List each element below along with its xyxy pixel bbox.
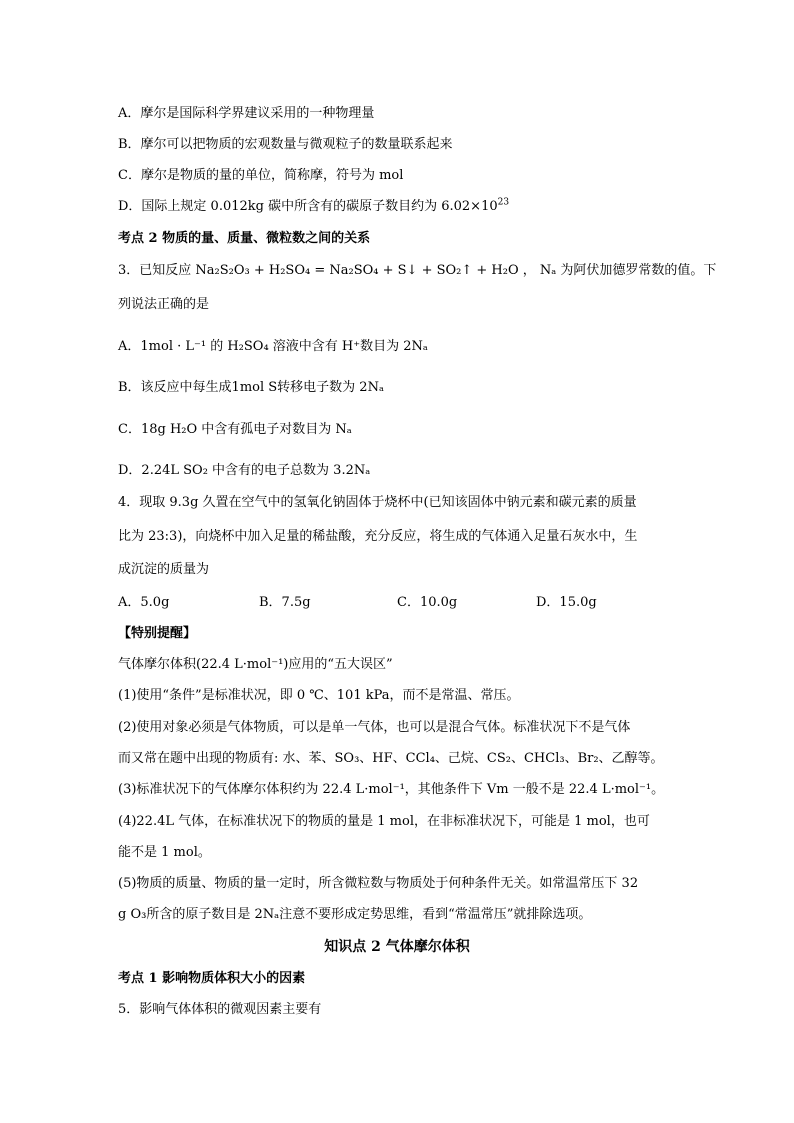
tip-line-7: 能不是 1 mol。 bbox=[118, 845, 211, 860]
tip-line-3: (2)使用对象必须是气体物质，可以是单一气体，也可以是混合气体。标准状况下不是气体 bbox=[118, 720, 631, 735]
tip-line-9: g O₃所含的原子数目是 2Nₐ注意不要形成定势思维，看到“常温常压”就排除选项。 bbox=[118, 907, 592, 922]
kaodian-1-heading: 考点 1 影响物质体积大小的因素 bbox=[118, 971, 306, 986]
section-title: 知识点 2 气体摩尔体积 bbox=[324, 939, 470, 955]
q4-option-a: A．5.0g bbox=[118, 595, 170, 610]
q3-stem-line1: 3．已知反应 Na₂S₂O₃ + H₂SO₄ = Na₂SO₄ + S↓ + SO₂↑ + H₂O ， Nₐ 为阿伏加德罗常数的值。下 bbox=[118, 263, 717, 278]
tip-line-2: (1)使用“条件”是标准状况，即 0 ℃、101 kPa，而不是常温、常压。 bbox=[118, 688, 520, 703]
q4-option-d: D．15.0g bbox=[536, 595, 597, 610]
tip-line-1: 气体摩尔体积(22.4 L·mol⁻¹)应用的“五大误区” bbox=[118, 657, 393, 672]
q3-option-c: C．18g H₂O 中含有孤电子对数目为 Nₐ bbox=[118, 422, 352, 437]
question-5-stem: 5．影响气体体积的微观因素主要有 bbox=[118, 1002, 322, 1017]
tip-line-6: (4)22.4L 气体，在标准状况下的物质的量是 1 mol，在非标准状况下，可能是 1 mol，也可 bbox=[118, 814, 650, 829]
tip-line-8: (5)物质的质量、物质的量一定时，所含微粒数与物质处于何种条件无关。如常温常压下 32 bbox=[118, 876, 639, 891]
q4-stem-line3: 成沉淀的质量为 bbox=[118, 562, 210, 577]
q3-stem-line2: 列说法正确的是 bbox=[118, 297, 210, 312]
option-c: C．摩尔是物质的量的单位，简称摩，符号为 mol bbox=[118, 168, 404, 183]
tip-line-5: (3)标准状况下的气体摩尔体积约为 22.4 L·mol⁻¹，其他条件下 Vm 一般不是 22.4 L·mol⁻¹。 bbox=[118, 782, 665, 797]
q4-option-c: C．10.0g bbox=[397, 595, 458, 610]
exponent: 23 bbox=[497, 197, 510, 208]
q4-options-row bbox=[118, 596, 597, 609]
option-b: B．摩尔可以把物质的宏观数量与微观粒子的数量联系起来 bbox=[118, 137, 453, 152]
q4-stem-line2: 比为 23:3)，向烧杯中加入足量的稀盐酸，充分反应，将生成的气体通入足量石灰水中，生 bbox=[118, 529, 638, 544]
q4-stem-line1: 4．现取 9.3g 久置在空气中的氢氧化钠固体于烧杯中(已知该固体中钠元素和碳元素的质量 bbox=[118, 495, 637, 510]
tip-title: 【特别提醒】 bbox=[118, 626, 197, 641]
q3-option-d: D．2.24L SO₂ 中含有的电子总数为 3.2Nₐ bbox=[118, 463, 371, 478]
q4-option-b: B．7.5g bbox=[259, 595, 311, 610]
option-d: D．国际上规定 0.012kg 碳中所含有的碳原子数目约为 $6.02\times 10^{23}$ bbox=[118, 197, 510, 214]
tip-line-4: 而又常在题中出现的物质有: 水、苯、SO₃、HF、CCl₄、己烷、CS₂、CHCl₃、Br₂、乙醇等。 bbox=[118, 751, 664, 766]
q3-option-a: A．1mol · L⁻¹ 的 H₂SO₄ 溶液中含有 H⁺数目为 2Nₐ bbox=[118, 339, 428, 354]
q3-option-b: B．该反应中每生成1mol S转移电子数为 2Nₐ bbox=[118, 380, 384, 395]
kaodian-2-heading: 考点 2 物质的量、质量、微粒数之间的关系 bbox=[118, 231, 371, 246]
option-a: A．摩尔是国际科学界建议采用的一种物理量 bbox=[118, 106, 375, 121]
